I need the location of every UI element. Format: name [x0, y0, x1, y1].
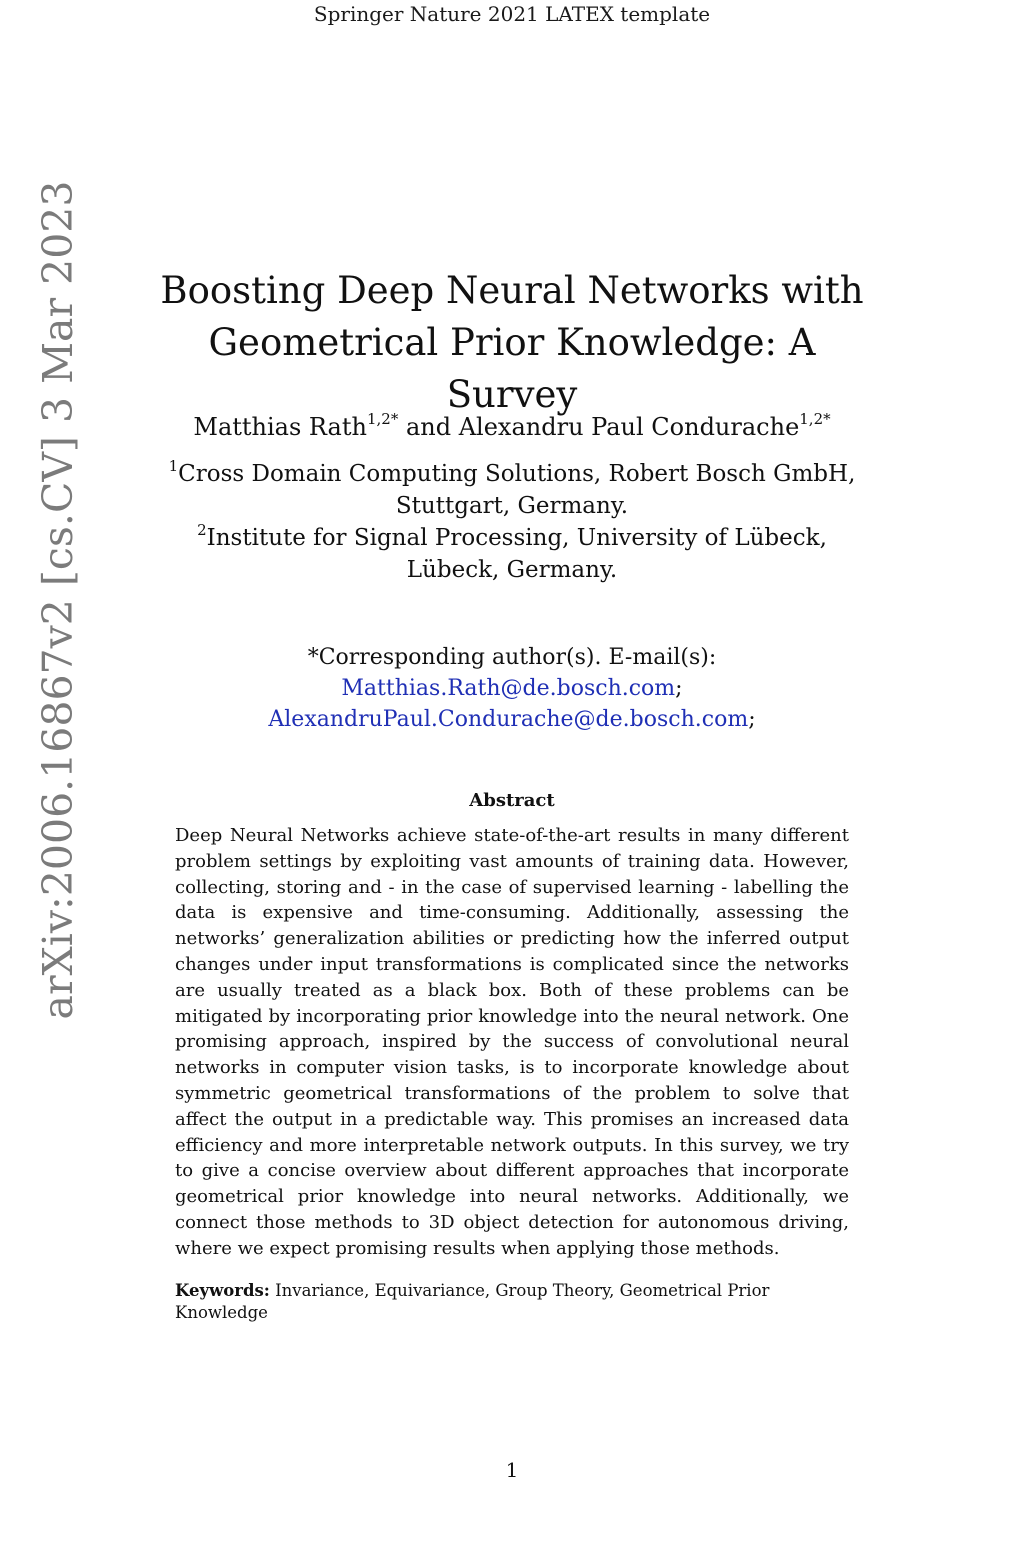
keywords [175, 1280, 849, 1324]
abstract-text: Deep Neural Networks achieve state-of-the-art results in many different problem settings by exploiting vast amounts of training data. However, collecting, storing and - in the case of supervised learning - labelling the data is expensive and time-consuming. Additionally, assessing the networks’ generalization abilities or predicting how the inferred output changes under input transformations is complicated since the networks are usually treated as a black box. Both of these problems can be mitigated by incorporating prior knowledge into the neural network. One promising approach, inspired by the success of convolutional neural networks in computer vision tasks, is to incorporate knowledge about symmetric geometrical transformations of the problem to solve that affect the output in a predictable way. This promises an increased data efficiency and more interpretable network outputs. In this survey, we try to give a concise overview about different approaches that incorporate geometrical prior knowledge into neural networks. Additionally, we connect those methods to 3D object detection for autonomous driving, where we expect promising results when applying those methods. [175, 825, 849, 1259]
affiliation-1 [160, 458, 864, 522]
correspondence-label: *Corresponding author(s). E-mail(s): [307, 645, 717, 670]
author-list [150, 410, 874, 444]
running-header: Springer Nature 2021 LATEX template [313, 2, 711, 26]
page-number: 1 [505, 1458, 519, 1482]
abstract-heading: Abstract [469, 790, 555, 811]
title-line-2: Geometrical Prior Knowledge: A Survey [208, 321, 816, 416]
affiliation-text: Cross Domain Computing Solutions, Robert Bosch GmbH, Stuttgart, Germany. [178, 461, 856, 519]
affiliation-text: Institute for Signal Processing, University of Lübeck, Lübeck, Germany. [206, 525, 827, 583]
author-affil-mark: 1,2* [366, 410, 399, 428]
paper-title [150, 265, 874, 421]
email-separator: ; [748, 707, 756, 732]
keywords-label: Keywords: [175, 1281, 270, 1300]
email-link-1[interactable]: Matthias.Rath@de.bosch.com [341, 676, 676, 701]
email-separator: ; [675, 676, 683, 701]
author-affil-mark: 1,2* [799, 410, 831, 428]
correspondence-block [150, 642, 874, 735]
arxiv-stamp: arXiv:2006.16867v2 [cs.CV] 3 Mar 2023 [34, 180, 82, 1020]
affiliation-mark: 2 [197, 521, 207, 539]
email-link-2[interactable]: AlexandruPaul.Condurache@de.bosch.com [268, 707, 749, 732]
title-line-1: Boosting Deep Neural Networks with [160, 269, 864, 312]
affiliation-mark: 1 [168, 457, 179, 475]
author-conjunction: and [398, 413, 459, 441]
author-name: Matthias Rath [193, 413, 367, 441]
keywords-text: Invariance, Equivariance, Group Theory, Geometrical Prior Knowledge [175, 1281, 775, 1322]
author-name: Alexandru Paul Condurache [458, 413, 800, 441]
affiliation-2 [160, 522, 864, 586]
